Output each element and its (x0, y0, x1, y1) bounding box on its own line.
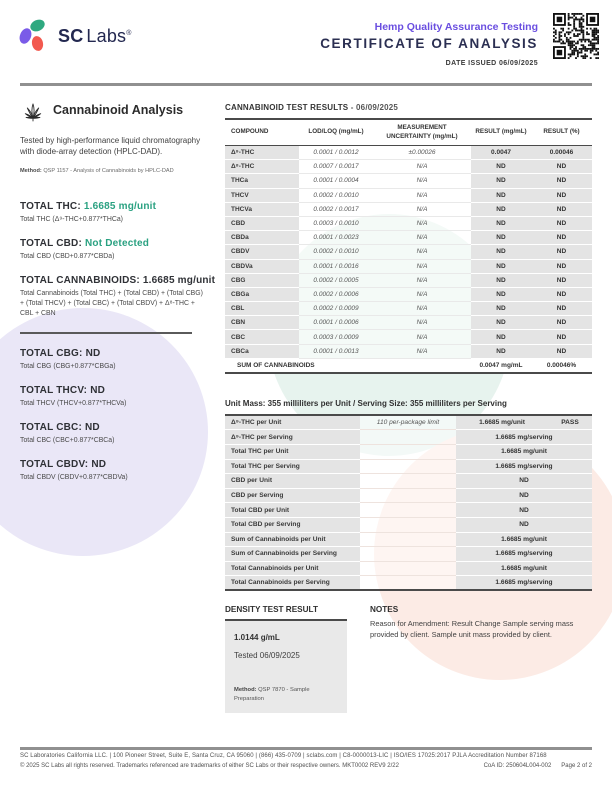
unit-row-limit (360, 445, 456, 460)
compound-row (225, 330, 592, 344)
unit-row (225, 474, 592, 489)
document-title: CERTIFICATE OF ANALYSIS (320, 36, 538, 51)
compound-name: THCVa (225, 202, 299, 216)
col-compound: COMPOUND (225, 119, 299, 146)
total-block (20, 348, 218, 372)
lod-loq-value: 0.0001 / 0.0016 (299, 259, 373, 273)
compound-name: CBD (225, 216, 299, 230)
compound-name: CBGa (225, 287, 299, 301)
uncertainty-value: N/A (373, 316, 471, 330)
compound-row (225, 216, 592, 230)
unit-row-label: Δ⁹-THC per Unit (225, 415, 360, 430)
footer-ids (474, 763, 592, 769)
results-title-text: CANNABINOID TEST RESULTS (225, 103, 349, 112)
total-label: TOTAL CBD: (20, 238, 82, 250)
col-result-mg: RESULT (mg/mL) (471, 119, 531, 146)
total-label: TOTAL THCV: (20, 385, 88, 397)
unit-row-label: Sum of Cannabinoids per Unit (225, 532, 360, 547)
density-method-value: QSP 7870 - Sample Preparation (234, 687, 310, 702)
summary-column (20, 96, 218, 496)
lod-loq-value: 0.0002 / 0.0017 (299, 202, 373, 216)
total-value: 1.6685 mg/unit (83, 201, 157, 213)
uncertainty-value: N/A (373, 245, 471, 259)
compound-row (225, 202, 592, 216)
qr-code (553, 13, 599, 59)
secondary-totals (20, 348, 218, 483)
total-block (20, 385, 218, 409)
unit-row-limit (360, 547, 456, 562)
cannabis-leaf-icon (20, 96, 46, 124)
compound-row (225, 231, 592, 245)
compound-name: Δ⁹-THC (225, 146, 299, 160)
unit-row-limit (360, 517, 456, 532)
footer-legal-row (20, 763, 592, 769)
unit-row-value: 1.6685 mg/unit (456, 445, 592, 460)
unit-row-value: ND (456, 503, 592, 518)
header-title-block (320, 21, 538, 67)
unit-row-value: 1.6685 mg/serving (456, 459, 592, 474)
compound-name: CBCa (225, 344, 299, 358)
program-name: Hemp Quality Assurance Testing (374, 21, 538, 33)
unit-row-value: 1.6685 mg/unit (456, 415, 548, 430)
brand-labs: Labs (86, 25, 127, 46)
total-formula: Total CBC (CBC+0.877*CBCa) (20, 437, 115, 445)
compound-row (225, 160, 592, 174)
compound-row (225, 146, 592, 160)
unit-row-label: Total Cannabinoids per Unit (225, 561, 360, 576)
footer-lab-info: SC Laboratories California LLC. | 100 Pioneer Street, Suite E, Santa Cruz, CA 95060 | (866) 435-0709 | sclabs.com | C8-0000013-LIC | ISO/IES 17025:2017 PJLA Accreditation Number 87168 (20, 753, 547, 759)
result-pct-value: ND (531, 330, 592, 344)
result-pct-value: ND (531, 316, 592, 330)
unit-row-value: ND (456, 488, 592, 503)
unit-mass-table (225, 414, 592, 591)
total-heading (20, 238, 218, 249)
total-label: TOTAL CBG: (20, 348, 83, 360)
lod-loq-value: 0.0002 / 0.0010 (299, 245, 373, 259)
total-formula: Total CBDV (CBDV+0.877*CBDVa) (20, 474, 128, 482)
total-value: ND (90, 385, 106, 397)
total-block (20, 238, 218, 262)
result-pct-value: ND (531, 273, 592, 287)
density-method-label: Method: (234, 687, 257, 693)
uncertainty-value: N/A (373, 202, 471, 216)
result-mg-value: ND (471, 231, 531, 245)
compound-row (225, 316, 592, 330)
total-heading (20, 385, 218, 396)
result-pct-value: 0.00046 (531, 146, 592, 160)
result-mg-value: ND (471, 202, 531, 216)
primary-totals (20, 201, 218, 319)
unit-row (225, 503, 592, 518)
uncertainty-value: N/A (373, 160, 471, 174)
total-formula: Total CBG (CBG+0.877*CBGa) (20, 363, 116, 371)
total-formula: Total THC (Δ⁹-THC+0.877*THCa) (20, 216, 123, 224)
notes-section (370, 605, 592, 713)
sum-row (225, 358, 592, 373)
unit-row (225, 459, 592, 474)
unit-row-value: ND (456, 517, 592, 532)
unit-mass-body (225, 415, 592, 590)
compound-name: CBG (225, 273, 299, 287)
uncertainty-value: N/A (373, 174, 471, 188)
unit-row-value: ND (456, 474, 592, 489)
result-mg-value: ND (471, 330, 531, 344)
compound-row (225, 259, 592, 273)
col-lod-loq: LOD/LOQ (mg/mL) (299, 119, 373, 146)
compound-row (225, 174, 592, 188)
unit-row-label: CBD per Serving (225, 488, 360, 503)
uncertainty-value: N/A (373, 273, 471, 287)
lod-loq-value: 0.0002 / 0.0006 (299, 287, 373, 301)
unit-row-limit (360, 488, 456, 503)
method-value: QSP 1157 - Analysis of Cannabinoids by HPLC-DAD (43, 168, 174, 175)
result-pct-value: ND (531, 287, 592, 301)
unit-row-status: PASS (548, 415, 592, 430)
total-heading (20, 422, 218, 433)
results-body (225, 146, 592, 359)
sum-result-pct: 0.00046% (531, 358, 592, 373)
unit-row-limit (360, 561, 456, 576)
results-header-row (225, 119, 592, 146)
result-pct-value: ND (531, 202, 592, 216)
result-mg-value: ND (471, 188, 531, 202)
unit-row-limit (360, 503, 456, 518)
unit-row-limit: 110 per-package limit (360, 415, 456, 430)
uncertainty-value: N/A (373, 344, 471, 358)
unit-row-limit (360, 474, 456, 489)
unit-row (225, 532, 592, 547)
result-mg-value: ND (471, 160, 531, 174)
result-mg-value: ND (471, 216, 531, 230)
density-value: 1.0144 g/mL (234, 633, 280, 642)
compound-name: CBC (225, 330, 299, 344)
unit-row-label: Total THC per Serving (225, 459, 360, 474)
uncertainty-value: N/A (373, 302, 471, 316)
total-value: ND (85, 348, 101, 360)
sum-result-mg: 0.0047 mg/mL (471, 358, 531, 373)
result-mg-value: ND (471, 344, 531, 358)
result-mg-value: ND (471, 245, 531, 259)
result-pct-value: ND (531, 160, 592, 174)
compound-row (225, 344, 592, 358)
result-mg-value: 0.0047 (471, 146, 531, 160)
density-title: DENSITY TEST RESULT (225, 605, 347, 621)
total-block (20, 275, 218, 319)
unit-row (225, 488, 592, 503)
result-pct-value: ND (531, 302, 592, 316)
unit-row (225, 576, 592, 591)
result-mg-value: ND (471, 259, 531, 273)
unit-row-value: 1.6685 mg/unit (456, 561, 592, 576)
total-block (20, 422, 218, 446)
total-formula: Total Cannabinoids (Total THC) + (Total CBD) + (Total CBG) + (Total THCV) + (Total CBC) + (Total CBDV) + Δ⁸-THC + CBL + CBN (20, 290, 203, 318)
lod-loq-value: 0.0001 / 0.0006 (299, 316, 373, 330)
lod-loq-value: 0.0002 / 0.0005 (299, 273, 373, 287)
lod-loq-value: 0.0002 / 0.0010 (299, 188, 373, 202)
unit-row-label: Δ⁹-THC per Serving (225, 430, 360, 445)
uncertainty-value: N/A (373, 330, 471, 344)
total-value: Not Detected (85, 238, 150, 250)
unit-row (225, 517, 592, 532)
uncertainty-value: N/A (373, 259, 471, 273)
uncertainty-value: ±0.00026 (373, 146, 471, 160)
unit-row-limit (360, 430, 456, 445)
result-mg-value: ND (471, 287, 531, 301)
compound-name: Δ⁸-THC (225, 160, 299, 174)
compound-row (225, 302, 592, 316)
unit-row-limit (360, 532, 456, 547)
unit-row-limit (360, 576, 456, 591)
unit-row (225, 547, 592, 562)
analysis-description: Tested by high-performance liquid chromatography with diode-array detection (HPLC-DAD). (20, 136, 201, 157)
density-result-box (225, 621, 347, 713)
results-section-title (225, 103, 592, 112)
unit-row-first (225, 415, 592, 430)
lod-loq-value: 0.0003 / 0.0009 (299, 330, 373, 344)
page-number: Page 2 of 2 (561, 763, 592, 769)
compound-row (225, 287, 592, 301)
lod-loq-value: 0.0002 / 0.0009 (299, 302, 373, 316)
logo-dots-icon (20, 19, 50, 53)
compound-name: CBN (225, 316, 299, 330)
lod-loq-value: 0.0003 / 0.0010 (299, 216, 373, 230)
result-pct-value: ND (531, 245, 592, 259)
unit-row-value: 1.6685 mg/serving (456, 576, 592, 591)
uncertainty-value: N/A (373, 216, 471, 230)
analysis-section-title: Cannabinoid Analysis (53, 103, 184, 117)
result-pct-value: ND (531, 231, 592, 245)
lod-loq-value: 0.0001 / 0.0004 (299, 174, 373, 188)
unit-row-label: Total THC per Unit (225, 445, 360, 460)
coa-id: CoA ID: 250604L004-002 (483, 763, 552, 769)
compound-row (225, 188, 592, 202)
total-label: TOTAL CANNABINOIDS: (20, 275, 140, 287)
date-issued: DATE ISSUED 06/09/2025 (445, 60, 538, 67)
bottom-section (225, 605, 592, 713)
uncertainty-value: N/A (373, 231, 471, 245)
compound-row (225, 273, 592, 287)
lod-loq-value: 0.0001 / 0.0023 (299, 231, 373, 245)
total-heading (20, 275, 218, 286)
result-mg-value: ND (471, 273, 531, 287)
unit-row-label: Sum of Cannabinoids per Serving (225, 547, 360, 562)
footer-divider (20, 747, 592, 750)
total-formula: Total CBD (CBD+0.877*CBDa) (20, 253, 115, 261)
total-label: TOTAL CBC: (20, 422, 82, 434)
total-formula: Total THCV (THCV+0.877*THCVa) (20, 400, 127, 408)
registered-mark: ® (126, 29, 132, 37)
total-heading (20, 348, 218, 359)
result-mg-value: ND (471, 174, 531, 188)
totals-divider (20, 332, 192, 334)
compound-name: THCa (225, 174, 299, 188)
total-block (20, 459, 218, 483)
unit-row-label: Total CBD per Serving (225, 517, 360, 532)
unit-row-label: Total Cannabinoids per Serving (225, 576, 360, 591)
compound-name: CBDa (225, 231, 299, 245)
logo-dot-coral (31, 35, 45, 52)
results-title-date: - 06/09/2025 (348, 103, 399, 112)
total-label: TOTAL THC: (20, 201, 81, 213)
unit-row (225, 561, 592, 576)
unit-row-label: CBD per Unit (225, 474, 360, 489)
compound-name: CBDV (225, 245, 299, 259)
analysis-method (20, 168, 218, 174)
total-heading (20, 201, 218, 212)
uncertainty-value: N/A (373, 188, 471, 202)
unit-row (225, 445, 592, 460)
result-pct-value: ND (531, 344, 592, 358)
col-result-pct: RESULT (%) (531, 119, 592, 146)
compound-name: CBL (225, 302, 299, 316)
footer (20, 753, 592, 769)
cannabinoid-results-table (225, 118, 592, 374)
results-column (225, 103, 592, 591)
footer-copyright: © 2025 SC Labs all rights reserved. Trademarks referenced are trademarks of either SC Labs or their respective owners. MKT0002 REV9 2/22 (20, 763, 399, 769)
compound-row (225, 245, 592, 259)
density-method (234, 686, 338, 703)
notes-title: NOTES (370, 605, 399, 614)
result-pct-value: ND (531, 188, 592, 202)
compound-name: CBDVa (225, 259, 299, 273)
density-section (225, 605, 347, 713)
unit-row-limit (360, 459, 456, 474)
density-tested-date: Tested 06/09/2025 (234, 651, 300, 660)
total-label: TOTAL CBDV: (20, 459, 89, 471)
total-value: ND (91, 459, 107, 471)
unit-row (225, 430, 592, 445)
total-value: ND (85, 422, 100, 434)
unit-mass-heading: Unit Mass: 355 milliliters per Unit / Serving Size: 355 milliliters per Serving (225, 399, 507, 409)
brand-wordmark (58, 26, 132, 47)
col-uncertainty: MEASUREMENT UNCERTAINTY (mg/mL) (373, 119, 471, 146)
compound-name: THCV (225, 188, 299, 202)
total-block (20, 201, 218, 225)
header-divider (20, 83, 592, 86)
lod-loq-value: 0.0007 / 0.0017 (299, 160, 373, 174)
sum-label: SUM OF CANNABINOIDS (225, 358, 471, 373)
total-value: 1.6685 mg/unit (142, 275, 216, 287)
result-pct-value: ND (531, 259, 592, 273)
lod-loq-value: 0.0001 / 0.0012 (299, 146, 373, 160)
method-label: Method: (20, 168, 42, 175)
result-mg-value: ND (471, 302, 531, 316)
unit-row-label: Total CBD per Unit (225, 503, 360, 518)
result-pct-value: ND (531, 216, 592, 230)
uncertainty-value: N/A (373, 287, 471, 301)
result-mg-value: ND (471, 316, 531, 330)
lod-loq-value: 0.0001 / 0.0013 (299, 344, 373, 358)
unit-row-value: 1.6685 mg/unit (456, 532, 592, 547)
unit-row-value: 1.6685 mg/serving (456, 547, 592, 562)
brand-sc: SC (58, 25, 84, 46)
notes-body: Reason for Amendment: Result Change Sample serving mass provided by client. Sample unit mass provided by client. (370, 619, 574, 640)
result-pct-value: ND (531, 174, 592, 188)
total-heading (20, 459, 218, 470)
sc-labs-logo (20, 19, 132, 53)
unit-row-value: 1.6685 mg/serving (456, 430, 592, 445)
